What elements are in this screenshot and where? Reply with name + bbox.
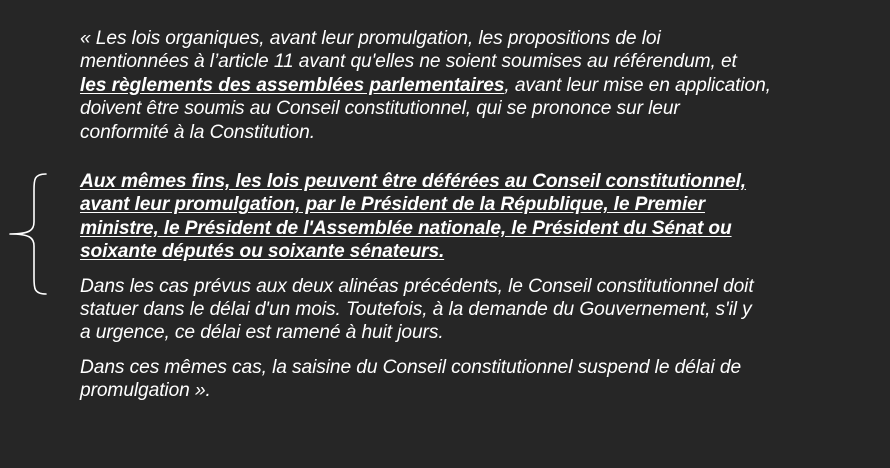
curly-brace-marker	[8, 172, 52, 296]
paragraph-1-emphasis: les règlements des assemblées parlementaires	[80, 74, 505, 96]
paragraph-1-text-end: , avant leur mise en application, doivent être soumis au Conseil constitutionnel, qui se prononce sur leur conformité à la Constitution.	[80, 74, 771, 143]
paragraph-organic-laws	[80, 27, 880, 144]
constitution-article-text	[80, 27, 880, 403]
paragraph-time-limit: Dans les cas prévus aux deux alinéas précédents, le Conseil constitutionnel doit statuer dans le délai d'un mois. Toutefois, à la demande du Gouvernement, s'il y a urgence, ce délai est ramené à huit jours.	[80, 275, 754, 344]
paragraph-suspension: Dans ces mêmes cas, la saisine du Conseil constitutionnel suspend le délai de promulgation ».	[80, 356, 742, 402]
paragraph-1-text-start: « Les lois organiques, avant leur promulgation, les propositions de loi mentionnées à l’article 11 avant qu'elles ne soient soumises au référendum, et	[80, 28, 737, 73]
paragraph-referral-highlighted: Aux mêmes fins, les lois peuvent être déférées au Conseil constitutionnel, avant leur promulgation, par le Président de la République, le Premier ministre, le Président de l'Assemblée nationale, le Président du Sénat ou soixante députés ou soixante sénateurs.	[80, 171, 746, 263]
